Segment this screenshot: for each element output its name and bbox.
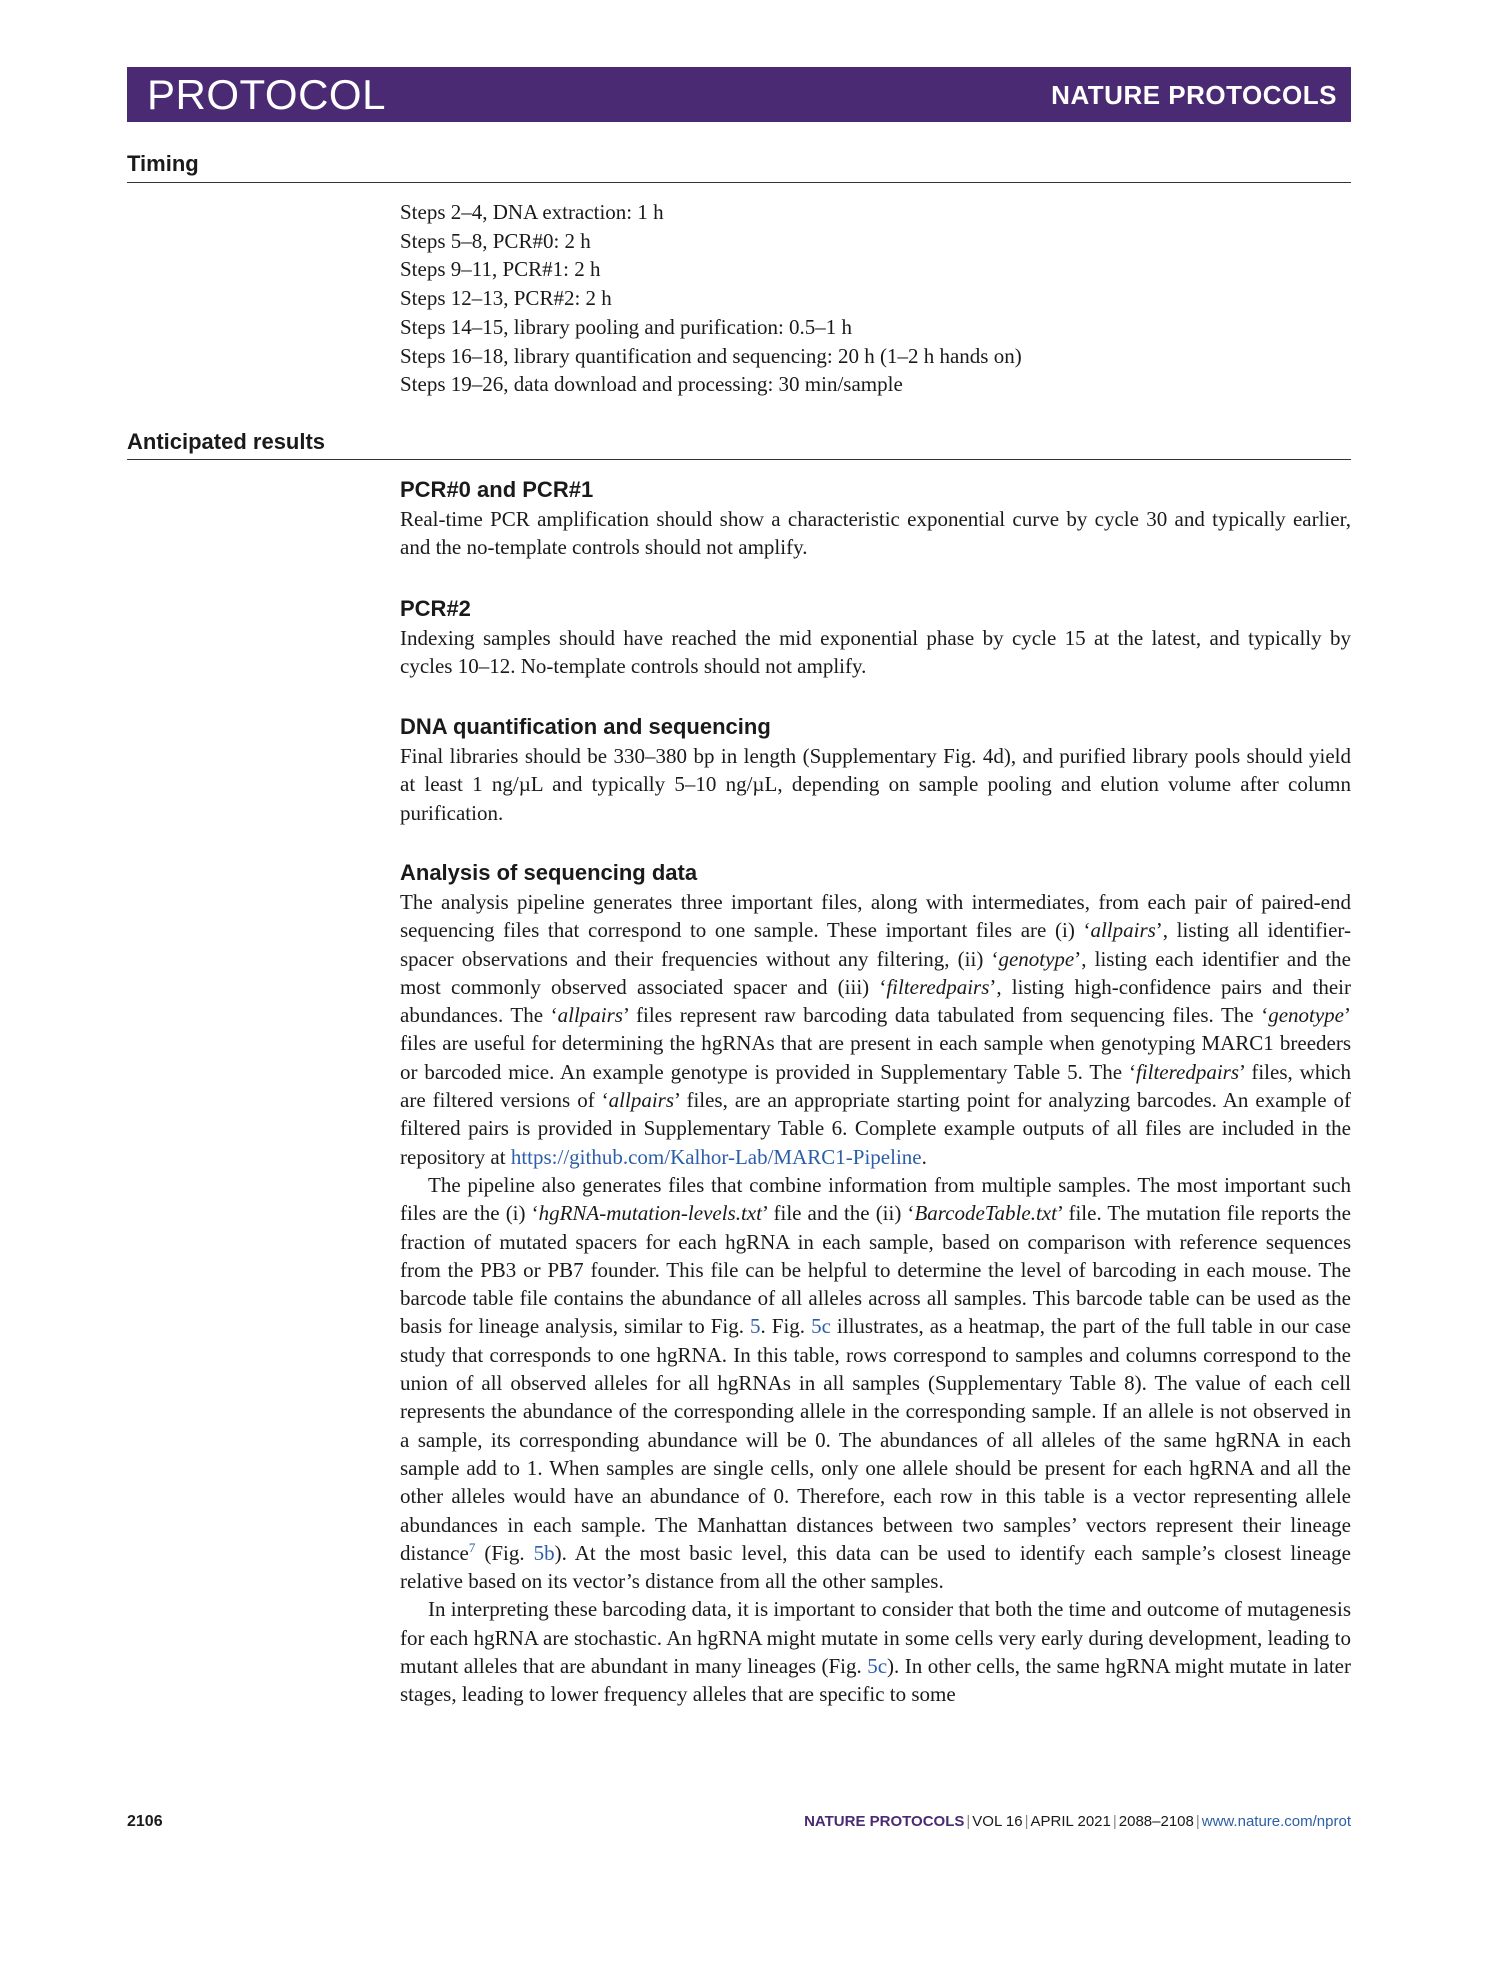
timing-rule: [127, 182, 1351, 183]
pcr01-section: [400, 475, 1351, 562]
timing-step: Steps 5–8, PCR#0: 2 h: [400, 228, 591, 253]
pcr01-text: Real-time PCR amplification should show a characteristic exponential curve by cycle 30 and typically earlier, and the no-template controls should not amplify.: [400, 507, 1351, 560]
timing-step: Steps 12–13, PCR#2: 2 h: [400, 286, 612, 311]
citation-link[interactable]: 7: [468, 1539, 476, 1555]
analysis-paragraph-2: The pipeline also generates files that combine information from multiple samples. The most important such files are the (i) ‘hgRNA-mutation-levels.txt’ file and the (ii) ‘BarcodeTable.txt’ file. The mutation file reports the fraction of mutated spacers for each hgRNA in each sample, based on comparison with reference sequences from the PB3 or PB7 founder. This file can be helpful to determine the level of barcoding in each mouse. The barcode table file contains the abundance of all alleles across all samples. This barcode table can be used as the basis for lineage analysis, similar to Fig. 5. Fig. 5c illustrates, as a heatmap, the part of the full table in our case study that corresponds to one hgRNA. In this table, rows correspond to samples and columns correspond to the union of all observed alleles for all hgRNAs in all samples (Supplementary Table 8). The value of each cell represents the abundance of the corresponding allele in the corresponding sample. If an allele is not observed in a sample, its corresponding abundance will be 0. The abundances of all alleles of the same hgRNA in each sample add to 1. When samples are single cells, only one allele should be present for each hgRNA and all the other alleles would have an abundance of 0. Therefore, each row in this table is a vector representing allele abundances in each sample. The Manhattan distances between two samples’ vectors represent their lineage distance$^7$ (Fig. 5b). At the most basic level, this data can be used to identify each sample’s closest lineage relative based on its vector’s distance from all the other samples.: [400, 1172, 1352, 1594]
footer-date: APRIL 2021: [1030, 1813, 1111, 1830]
figure-reference-link[interactable]: 5c: [811, 1314, 831, 1339]
pcr2-section: [400, 594, 1351, 681]
footer-citation: NATURE PROTOCOLS | VOL 16 | APRIL 2021 | 2088–2108 | www.nature.com/nprot: [804, 1813, 1351, 1830]
analysis-paragraph-3: In interpreting these barcoding data, it is important to consider that both the time and outcome of mutagenesis for each hgRNA are stochastic. An hgRNA might mutate in some cells very early during development, leading to mutant alleles that are abundant in many lineages (Fig. 5c). In other cells, the same hgRNA might mutate in later stages, leading to lower frequency alleles that are specific to some: [400, 1597, 1351, 1707]
page-number: 2106: [127, 1813, 163, 1830]
repository-link[interactable]: https://github.com/Kalhor-Lab/MARC1-Pipeline: [510, 1144, 922, 1169]
anticipated-results-heading: Anticipated results: [127, 429, 326, 454]
pcr2-text: Indexing samples should have reached the mid exponential phase by cycle 15 at the latest, and typically by cycles 10–12. No-template controls should not amplify.: [400, 626, 1351, 679]
footer-volume: VOL 16: [972, 1813, 1023, 1830]
footer-journal: NATURE PROTOCOLS: [804, 1813, 965, 1830]
timing-list: [400, 198, 1351, 399]
timing-step: Steps 14–15, library pooling and purification: 0.5–1 h: [400, 314, 853, 339]
analysis-heading: Analysis of sequencing data: [400, 860, 698, 885]
timing-step: Steps 9–11, PCR#1: 2 h: [400, 257, 601, 282]
dna-text: Final libraries should be 330–380 bp in length (Supplementary Fig. 4d), and purified library pools should yield at least 1 ng/µL and typically 5–10 ng/µL, depending on sample pooling and elution volume after column purification.: [400, 744, 1351, 825]
section-type-label: PROTOCOL: [147, 71, 386, 118]
footer-url-link[interactable]: www.nature.com/nprot: [1201, 1813, 1351, 1830]
analysis-paragraph-1: The analysis pipeline generates three important files, along with intermediates, from each pair of paired-end sequencing files that correspond to one sample. These important files are (i) ‘allpairs’, listing all identifier-spacer observations and their frequencies without any filtering, (ii) ‘genotype’, listing each identifier and the most commonly observed associated spacer and (iii) ‘filteredpairs’, listing high-confidence pairs and their abundances. The ‘allpairs’ files represent raw barcoding data tabulated from sequencing files. The ‘genotype’ files are useful for determining the hgRNAs that are present in each sample when genotyping MARC1 breeders or barcoded mice. An example genotype is provided in Supplementary Table 5. The ‘filteredpairs’ files, which are filtered versions of ‘allpairs’ files, are an appropriate starting point for analyzing barcodes. An example of filtered pairs is provided in Supplementary Table 6. Complete example outputs of all files are included in the repository at https://github.com/Kalhor-Lab/MARC1-Pipeline.: [400, 890, 1352, 1169]
timing-step: Steps 2–4, DNA extraction: 1 h: [400, 200, 664, 224]
header-banner: [127, 67, 1351, 122]
journal-name: NATURE PROTOCOLS: [1051, 80, 1337, 110]
figure-reference-link[interactable]: 5b: [533, 1540, 555, 1565]
timing-step: Steps 19–26, data download and processing: 30 min/sample: [400, 372, 903, 397]
anticipated-rule: [127, 459, 1351, 460]
figure-reference-link[interactable]: 5c: [867, 1654, 888, 1679]
footer-pages: 2088–2108: [1118, 1813, 1194, 1830]
timing-step: Steps 16–18, library quantification and sequencing: 20 h (1–2 h hands on): [400, 343, 1022, 368]
pcr2-heading: PCR#2: [400, 596, 471, 621]
pcr01-heading: PCR#0 and PCR#1: [400, 477, 594, 502]
figure-reference-link[interactable]: 5: [750, 1314, 761, 1339]
dna-heading: DNA quantification and sequencing: [400, 714, 771, 739]
analysis-section: [400, 858, 1351, 1709]
dna-section: [400, 712, 1351, 827]
timing-heading: Timing: [127, 151, 199, 176]
